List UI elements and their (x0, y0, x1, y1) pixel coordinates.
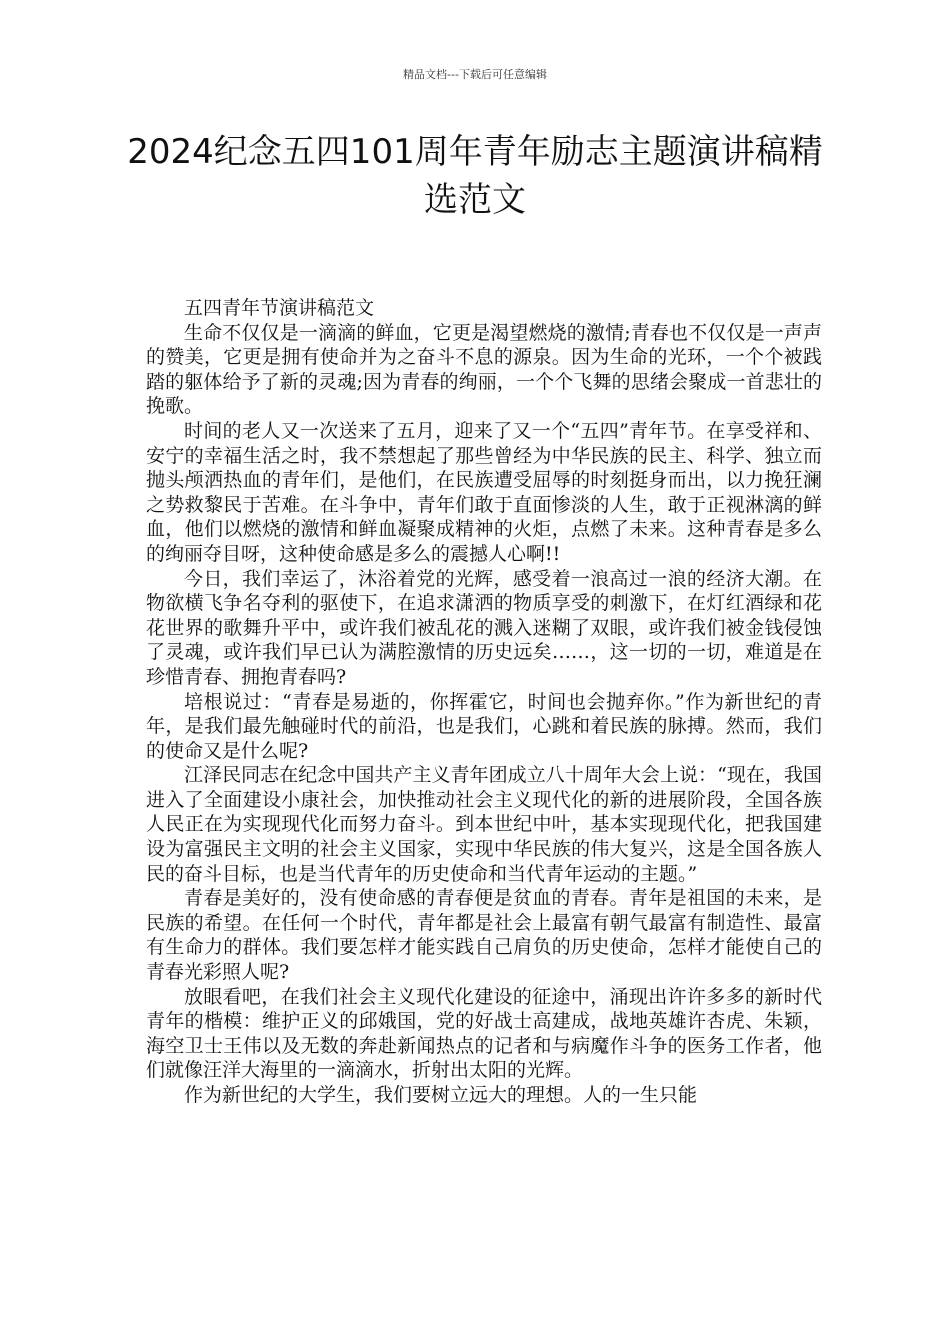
paragraph: 今日，我们幸运了，沐浴着党的光辉，感受着一浪高过一浪的经济大潮。在物欲横飞争名夺利的驱使下，在追求潇洒的物质享受的刺激下，在灯红酒绿和花花世界的歌舞升平中，或许我们被乱花的溅入迷糊了双眼，或许我们被金钱侵蚀了灵魂，或许我们早已认为满腔激情的历史远矣……，这一切的一切，难道是在珍惜青春、拥抱青春吗? (146, 567, 822, 688)
paragraph: 作为新世纪的大学生，我们要树立远大的理想。人的一生只能 (184, 1084, 698, 1106)
paragraph: 青春是美好的，没有使命感的青春便是贫血的青春。青年是祖国的未来，是民族的希望。在任何一个时代，青年都是社会上最富有朝气最富有制造性、最富有生命力的群体。我们要怎样才能实践自己肩负的历史使命，怎样才能使自己的青春光彩照人呢? (146, 887, 822, 984)
paragraph: 培根说过：“青春是易逝的，你挥霍它，时间也会抛弃你。”作为新世纪的青年，是我们最先触碰时代的前沿，也是我们，心跳和着民族的脉搏。然而，我们的使命又是什么呢? (146, 690, 822, 762)
paragraph: 时间的老人又一次送来了五月，迎来了又一个“五四”青年节。在享受祥和、安宁的幸福生活之时，我不禁想起了那些曾经为中华民族的民主、科学、独立而抛头颅洒热血的青年们，是他们，在民族遭受屈辱的时刻挺身而出，以力挽狂澜之势救黎民于苦难。在斗争中，青年们敢于直面惨淡的人生，敢于正视淋漓的鲜血，他们以燃烧的激情和鲜血凝聚成精神的火炬，点燃了未来。这种青春是多么的绚丽夺目呀，这种使命感是多么的震撼人心啊!! (146, 419, 822, 565)
page-header: 精品文档---下载后可任意编辑 (403, 68, 547, 81)
paragraph: 放眼看吧，在我们社会主义现代化建设的征途中，涌现出许许多多的新时代青年的楷模：维护正义的邱娥国，党的好战士高建成，战地英雄许杏虎、朱颖，海空卫士王伟以及无数的奔赴新闻热点的记者和与病魔作斗争的医务工作者，他们就像汪洋大海里的一滴滴水，折射出太阳的光辉。 (146, 985, 822, 1082)
paragraph: 生命不仅仅是一滴滴的鲜血，它更是渴望燃烧的激情;青春也不仅仅是一声声的赞美，它更是拥有使命并为之奋斗不息的源泉。因为生命的光环，一个个被践踏的躯体给予了新的灵魂;因为青春的绚丽，一个个飞舞的思绪会聚成一首悲壮的挽歌。 (146, 321, 822, 418)
document-body (146, 296, 822, 1108)
document-title: 2024纪念五四101周年青年励志主题演讲稿精选范文 (127, 132, 823, 220)
paragraph-subtitle: 五四青年节演讲稿范文 (184, 297, 375, 319)
paragraph: 江泽民同志在纪念中国共产主义青年团成立八十周年大会上说：“现在，我国进入了全面建设小康社会，加快推动社会主义现代化的新的进展阶段，全国各族人民正在为实现现代化而努力奋斗。到本世纪中叶，基本实现现代化，把我国建设为富强民主文明的社会主义国家，实现中华民族的伟大复兴，这是全国各族人民的奋斗目标，也是当代青年的历史使命和当代青年运动的主题。” (146, 764, 822, 885)
